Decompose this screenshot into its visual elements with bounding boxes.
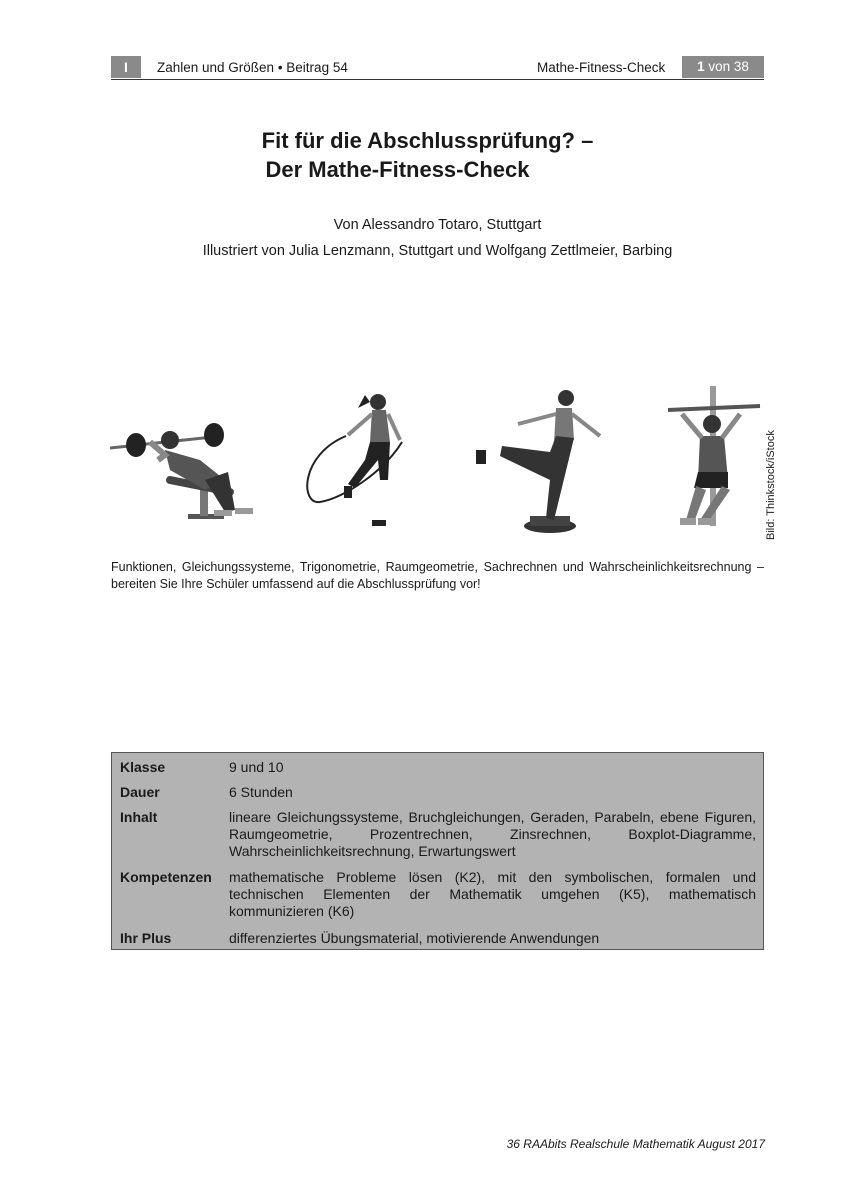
page-header	[111, 56, 764, 80]
page-footer: 36 RAAbits Realschule Mathematik August 2017	[506, 1137, 765, 1151]
fitness-illustration	[110, 380, 770, 540]
info-value: mathematische Probleme lösen (K2), mit den symbolischen, formalen und technischen Elementen der Mathematik umgehen (K5), mathematisch kommunizieren (K6)	[229, 869, 756, 919]
page-number: 1	[697, 59, 705, 74]
info-label: Kompetenzen	[120, 869, 212, 885]
info-value: 6 Stunden	[229, 784, 293, 800]
header-title: Mathe-Fitness-Check	[537, 60, 666, 75]
info-label: Klasse	[120, 759, 166, 775]
section-badge: I	[111, 56, 141, 78]
author-line: Von Alessandro Totaro, Stuttgart	[333, 217, 542, 233]
figure-lat-pulldown	[668, 386, 760, 526]
info-value: lineare Gleichungssysteme, Bruchgleichungen, Geraden, Parabeln, ebene Figuren, Raumgeometrie, Prozentrechnen, Zinsrechnen, Boxplot-Diagramme, Wahrscheinlichkeitsrechnung, Erwartungswert	[229, 809, 756, 859]
illustrator-line: Illustriert von Julia Lenzmann, Stuttgart und Wolfgang Zettlmeier, Barbing	[202, 243, 673, 259]
figure-jump-rope	[307, 394, 402, 526]
title-line-1: Fit für die Abschlussprüfung? –	[261, 128, 594, 153]
intro-text: Funktionen, Gleichungssysteme, Trigonometrie, Raumgeometrie, Sachrechnen und Wahrscheinlichkeitsrechnung – bereiten Sie Ihre Schüler umfassend auf die Abschlussprüfung vor!	[111, 560, 764, 591]
header-topic: Zahlen und Größen • Beitrag 54	[157, 60, 348, 75]
info-value: differenziertes Übungsmaterial, motivierende Anwendungen	[229, 930, 600, 946]
info-label: Inhalt	[120, 809, 158, 825]
image-credit: Bild: Thinkstock/iStock	[765, 430, 777, 540]
info-label: Dauer	[120, 784, 160, 800]
info-value: 9 und 10	[229, 759, 284, 775]
info-box	[111, 752, 764, 950]
page-total: von 38	[708, 59, 749, 74]
info-label: Ihr Plus	[120, 930, 172, 946]
figure-bench-press	[110, 423, 253, 519]
page-counter	[682, 56, 764, 78]
title-line-2: Der Mathe-Fitness-Check	[265, 157, 530, 182]
figure-balance-board	[476, 390, 600, 533]
